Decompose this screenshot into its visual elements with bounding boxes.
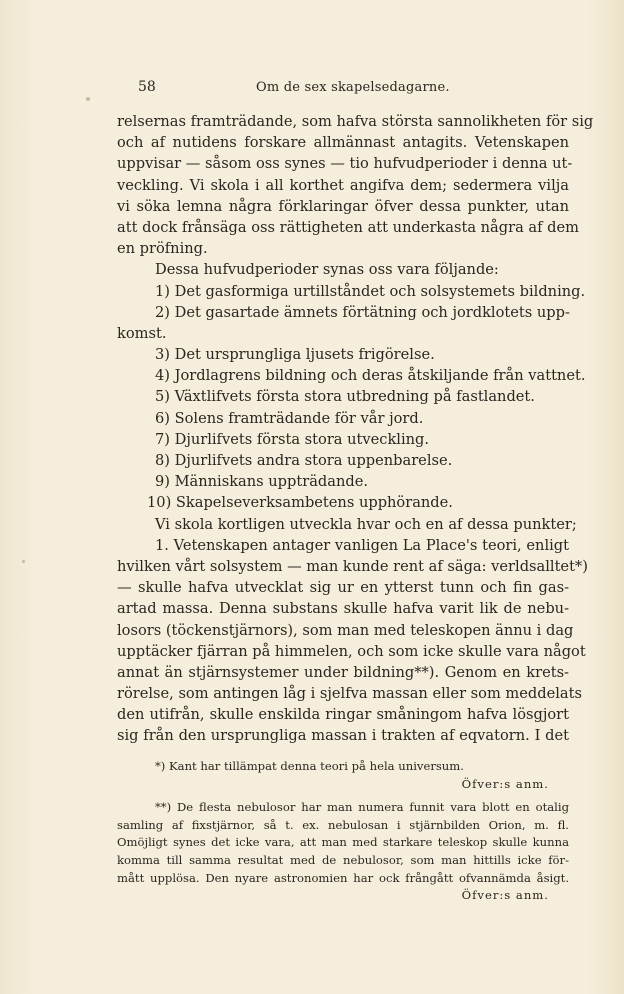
text-line: losors (töckenstjärnors), som man med teleskopen ännu i dag	[117, 621, 574, 639]
text-line: uppvisar — såsom oss synes — tio hufvudperioder i denna ut-	[117, 155, 573, 173]
text-line: sig från den ursprungliga massan i trakten af eqvatorn. I det	[117, 727, 569, 745]
text-line: — skulle hafva utvecklat sig ur en ytterst tunn och fin gas-	[117, 579, 569, 597]
translator-note: Öfver:s anm.	[461, 888, 549, 903]
list-item-continuation: komst.	[117, 324, 167, 342]
body-text	[117, 111, 594, 747]
list-item: 5) Växtlifvets första stora utbredning på fastlandet.	[155, 388, 535, 406]
paper-speck	[86, 97, 90, 101]
text-line: veckling. Vi skola i all korthet angifva dem; sedermera vilja	[117, 176, 569, 194]
text-line: Vi skola kortligen utveckla hvar och en af dessa punkter;	[155, 515, 577, 533]
footnotes	[117, 758, 569, 905]
list-item: 9) Människans uppträdande.	[155, 473, 368, 491]
paper-speck	[22, 560, 25, 563]
list-item: 4) Jordlagrens bildning och deras åtskiljande från vattnet.	[155, 367, 586, 385]
footnote-line: *) Kant har tillämpat denna teori på hela universum.	[155, 759, 464, 773]
text-line: annat än stjärnsystemer under bildning**). Genom en krets-	[117, 663, 569, 681]
text-line: den utifrån, skulle enskilda ringar småningom hafva lösgjort	[117, 706, 569, 724]
section-one-start: 1. Vetenskapen antager vanligen La Place's teori, enligt	[155, 536, 569, 554]
page-number: 58	[138, 79, 156, 95]
footnote-line: samling af fixstjärnor, så t. ex. nebulosan i stjärnbilden Orion, m. fl.	[117, 817, 569, 832]
list-item: 3) Det ursprungliga ljusets frigörelse.	[155, 346, 435, 364]
text-line: och af nutidens forskare allmännast antagits. Vetenskapen	[117, 134, 569, 152]
footnote-line: mått upplösa. Den nyare astronomien har ock frångått ofvannämda åsigt.	[117, 870, 569, 885]
text-line: relsernas framträdande, som hafva största sannolikheten för sig	[117, 113, 594, 130]
text-line: en pröfning.	[117, 240, 208, 258]
running-head: Om de sex skapelsedagarne.	[256, 80, 450, 95]
footnote-line: **) De flesta nebulosor har man numera funnit vara blott en otalig	[155, 800, 569, 815]
text-line: att dock frånsäga oss rättigheten att underkasta några af dem	[117, 218, 579, 236]
list-item: 6) Solens framträdande för vår jord.	[155, 409, 424, 427]
footnote-line: Omöjligt synes det icke vara, att man med starkare teleskop skulle kunna	[117, 835, 569, 850]
list-item: 7) Djurlifvets första stora utveckling.	[155, 430, 430, 448]
list-item: 10) Skapelseverksambetens upphörande.	[147, 494, 453, 512]
list-item: 1) Det gasformiga urtillståndet och solsystemets bildning.	[155, 282, 586, 300]
text-line: artad massa. Denna substans skulle hafva varit lik de nebu-	[117, 600, 569, 618]
translator-note: Öfver:s anm.	[461, 776, 549, 791]
text-line: vi söka lemna några förklaringar öfver dessa punkter, utan	[117, 197, 569, 215]
text-line: hvilken vårt solsystem — man kunde rent af säga: verldsalltet*)	[117, 557, 588, 575]
list-item: 8) Djurlifvets andra stora uppenbarelse.	[155, 452, 453, 469]
list-item: 2) Det gasartade ämnets förtätning och jordklotets upp-	[155, 303, 570, 321]
text-line: Dessa hufvudperioder synas oss vara följande:	[155, 261, 499, 279]
text-line: upptäcker fjärran på himmelen, och som icke skulle vara något	[117, 642, 586, 660]
footnote-line: komma till samma resultat med de nebulosor, som man hittills icke för-	[117, 852, 569, 867]
page-header	[138, 79, 570, 99]
text-line: rörelse, som antingen låg i sjelfva massan eller som meddelats	[117, 685, 582, 703]
